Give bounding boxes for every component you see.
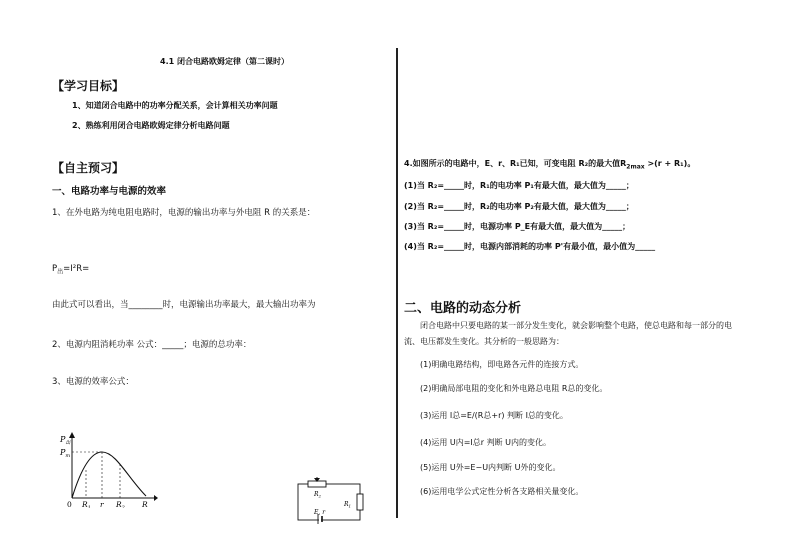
battery-label: E, r [314, 509, 326, 516]
page-title: 4.1 闭合电路欧姆定律（第二课时） [160, 57, 289, 66]
circuit-loop [298, 484, 360, 520]
section2-paragraph-line1: 闭合电路中只要电路的某一部分发生变化，就会影响整个电路，使总电路和每一部分的电 [420, 321, 732, 330]
step-6: (6)运用电学公式定性分析各支路相关量变化。 [420, 487, 584, 496]
goal-item-2: 2、熟练利用闭合电路欧姆定律分析电路问题 [72, 121, 230, 130]
x-axis-arrow [154, 495, 158, 501]
x-axis-label: R [142, 500, 148, 508]
section1-heading: 一、电路功率与电源的效率 [52, 186, 167, 197]
column-divider [396, 48, 398, 518]
goal-item-1: 1、知道闭合电路中的功率分配关系，会计算相关功率问题 [72, 101, 278, 110]
resistor-r1 [357, 494, 363, 510]
r1-label: $R_1$ [344, 501, 352, 509]
y-axis-arrow [69, 432, 75, 438]
question-2: 2、电源内阻消耗功率 公式：_____；电源的总功率： [52, 340, 252, 350]
r2-label: $R_2$ [314, 491, 322, 499]
question-4-item-2: (2)当 R₂=_____时，R₂的电功率 P₂有最大值，最大值为_____； [404, 202, 634, 211]
question-4-item-4: (4)当 R₂=_____时，电源内部消耗的功率 P'有最小值，最小值为_____ [404, 242, 656, 251]
question-3: 3、电源的效率公式： [52, 377, 134, 387]
origin-label: 0 [67, 500, 72, 508]
x-tick-r: r [100, 500, 104, 508]
step-2: (2)明确局部电阻的变化和外电路总电阻 R总的变化。 [420, 384, 608, 393]
step-1: (1)明确电路结构，即电路各元件的连接方式。 [420, 360, 584, 369]
pout-formula: $P_出=I^2R=$ [52, 264, 90, 276]
y-peak-label: $P_m$ [60, 448, 71, 459]
battery-gap [319, 518, 321, 522]
x-tick-r2: $R_2$ [116, 500, 125, 508]
question-4-intro: 4.如图所示的电路中，E、r、R₁已知，可变电阻 R₂的最大值$R_{2max} >(r + R_1)$。 [404, 159, 696, 171]
step-3: (3)运用 I总=E/(R总+r) 判断 I总的变化。 [420, 411, 568, 420]
power-curve-graph [58, 432, 158, 508]
y-axis-label: $P_出$ [60, 435, 71, 446]
circuit-diagram [292, 476, 372, 524]
goals-heading: 【学习目标】 [52, 79, 125, 93]
preview-heading: 【自主预习】 [52, 161, 125, 175]
x-tick-r1: $R_1$ [82, 500, 91, 508]
section2-paragraph-line2: 流、电压都发生变化。其分析的一般思路为： [404, 337, 564, 346]
step-5: (5)运用 U外=E−U内判断 U外的变化。 [420, 463, 561, 472]
question-1-conclusion: 由此式可以看出，当________时，电源输出功率最大，最大输出功率为 [52, 300, 316, 310]
section2-heading: 二、电路的动态分析 [404, 301, 522, 316]
question-4-item-3: (3)当 R₂=_____时，电源功率 P_E有最大值，最大值为_____； [404, 222, 631, 231]
step-4: (4)运用 U内=I总r 判断 U内的变化。 [420, 438, 552, 447]
question-1: 1、在外电路为纯电阻电路时，电源的输出功率与外电阻 R 的关系是： [52, 208, 316, 218]
question-4-item-1: (1)当 R₂=_____时，R₁的电功率 P₁有最大值，最大值为_____； [404, 181, 634, 190]
power-curve [72, 452, 146, 498]
